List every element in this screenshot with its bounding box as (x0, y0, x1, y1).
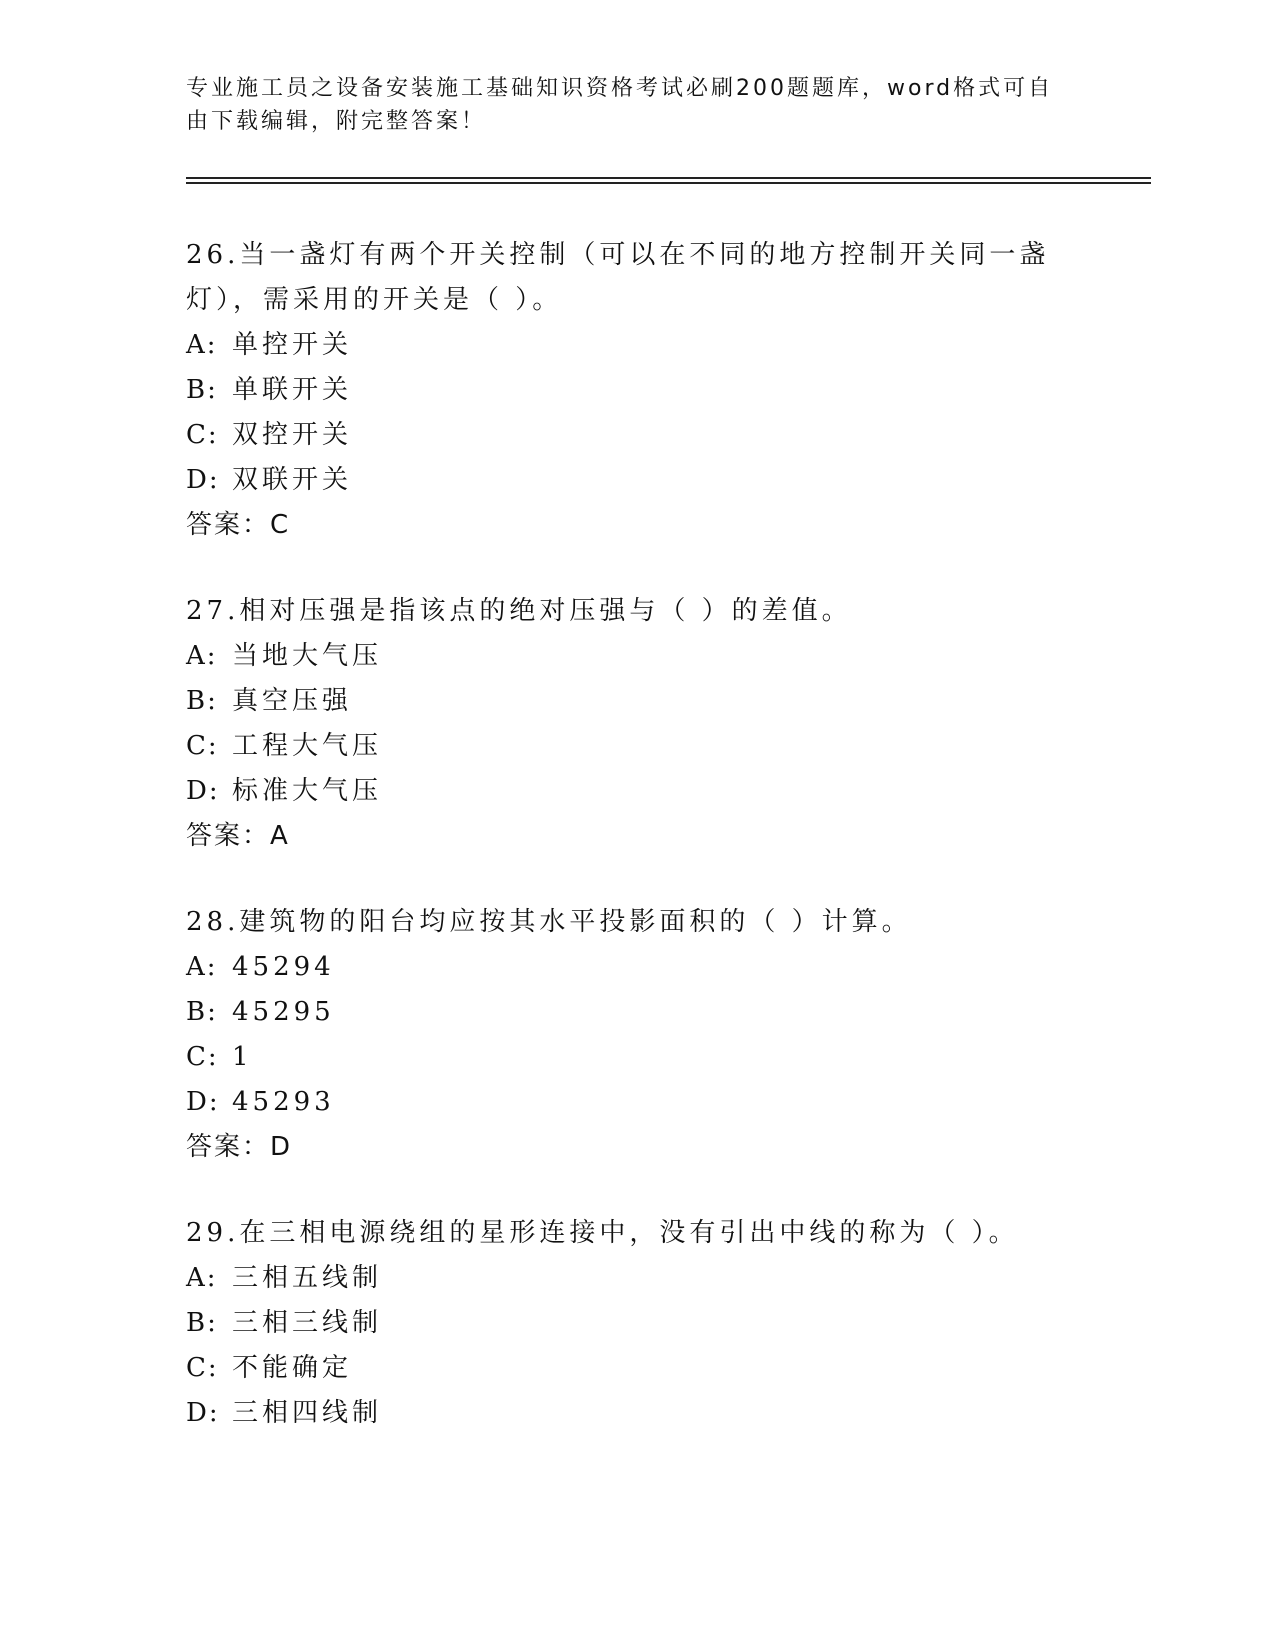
option-text: 双联开关 (232, 465, 353, 495)
option-text: 45293 (232, 1087, 335, 1117)
option-text: 工程大气压 (232, 731, 383, 761)
answer-line: 答案：A (186, 821, 290, 851)
option-letter: D: (186, 776, 220, 806)
option-text: 当地大气压 (232, 641, 383, 671)
answer-line: 答案：C (186, 510, 291, 540)
option-letter: A: (186, 330, 218, 360)
option-text: 三相三线制 (232, 1308, 383, 1338)
option-d (186, 1391, 1086, 1436)
document-header: 专业施工员之设备安装施工基础知识资格考试必刷200题题库，word格式可自由下载编辑，附完整答案！ (186, 76, 1054, 134)
question-27 (186, 589, 1086, 859)
question-list (186, 233, 1086, 1477)
header-divider-top (186, 177, 1151, 179)
option-text: 真空压强 (232, 686, 353, 716)
question-29 (186, 1211, 1086, 1436)
option-b (186, 1301, 1086, 1346)
option-letter: B: (186, 997, 218, 1027)
option-a (186, 634, 1086, 679)
option-letter: C: (186, 1042, 219, 1072)
option-a (186, 945, 1086, 990)
option-letter: C: (186, 1353, 219, 1383)
option-letter: A: (186, 952, 218, 982)
question-stem: 29.在三相电源绕组的星形连接中，没有引出中线的称为（ ）。 (186, 1218, 1019, 1248)
option-letter: B: (186, 686, 218, 716)
option-c (186, 1346, 1086, 1391)
option-letter: D: (186, 1087, 220, 1117)
option-text: 45295 (232, 997, 335, 1027)
option-d (186, 1080, 1086, 1125)
option-a (186, 323, 1086, 368)
option-text: 三相五线制 (232, 1263, 383, 1293)
option-c (186, 724, 1086, 769)
option-d (186, 769, 1086, 814)
option-letter: C: (186, 420, 219, 450)
option-b (186, 368, 1086, 413)
question-stem: 28.建筑物的阳台均应按其水平投影面积的（ ）计算。 (186, 907, 912, 937)
option-a (186, 1256, 1086, 1301)
answer-line: 答案：D (186, 1132, 293, 1162)
option-b (186, 990, 1086, 1035)
question-stem: 26.当一盏灯有两个开关控制（可以在不同的地方控制开关同一盏灯），需采用的开关是（ ）。 (186, 240, 1050, 315)
option-letter: B: (186, 375, 218, 405)
option-text: 三相四线制 (232, 1398, 383, 1428)
header-divider-bottom (186, 182, 1151, 184)
option-c (186, 413, 1086, 458)
question-28 (186, 900, 1086, 1170)
option-c (186, 1035, 1086, 1080)
option-b (186, 679, 1086, 724)
option-text: 不能确定 (232, 1353, 353, 1383)
option-text: 单控开关 (232, 330, 353, 360)
option-d (186, 458, 1086, 503)
option-letter: A: (186, 641, 218, 671)
option-text: 单联开关 (232, 375, 353, 405)
question-stem: 27.相对压强是指该点的绝对压强与（ ）的差值。 (186, 596, 852, 626)
option-letter: B: (186, 1308, 218, 1338)
option-text: 标准大气压 (232, 776, 383, 806)
option-letter: D: (186, 465, 220, 495)
option-letter: C: (186, 731, 219, 761)
option-letter: A: (186, 1263, 218, 1293)
option-text: 1 (232, 1042, 253, 1072)
option-letter: D: (186, 1398, 220, 1428)
option-text: 45294 (232, 952, 335, 982)
option-text: 双控开关 (232, 420, 353, 450)
question-26 (186, 233, 1086, 548)
